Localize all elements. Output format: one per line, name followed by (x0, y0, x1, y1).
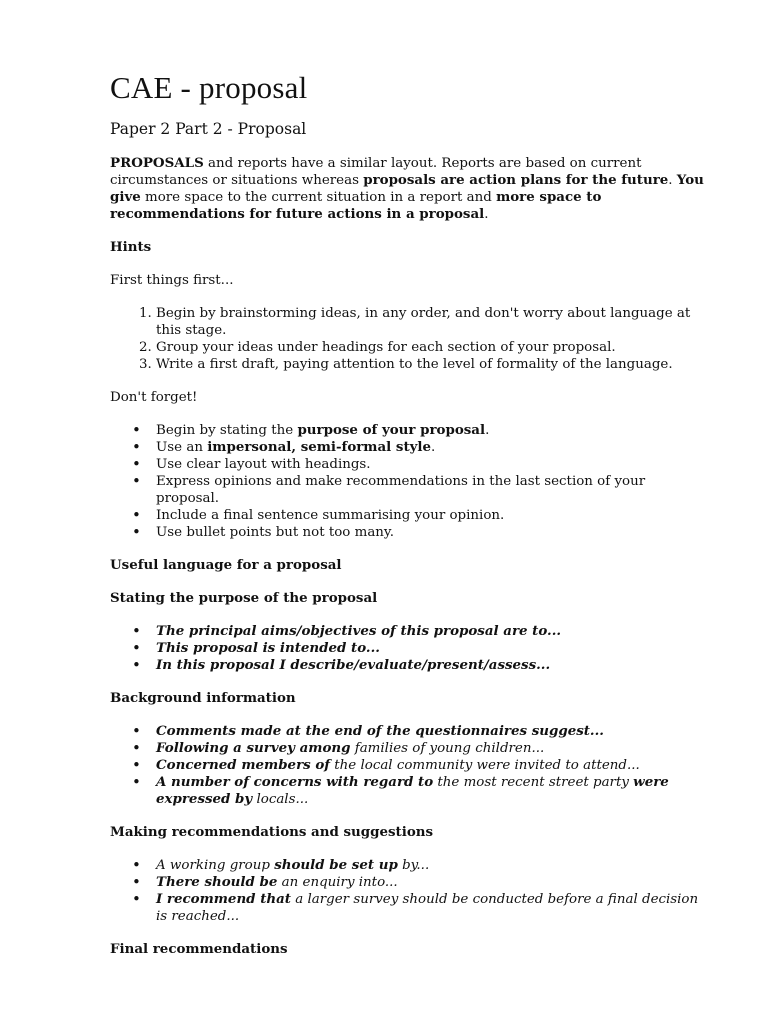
list-item-run: Following a survey among (156, 740, 351, 756)
document-title: CAE - proposal (110, 70, 308, 105)
list-item-run: . (485, 423, 490, 438)
list-item-run: an enquiry into... (277, 875, 398, 890)
list-item-run: by... (397, 858, 430, 873)
hints-heading: Hints (110, 239, 152, 255)
purpose-heading: Stating the purpose of the proposal (110, 590, 378, 606)
intro-run: and reports have a similar layout. Reports are based on current circumstances or situations whereas (110, 156, 642, 188)
dont-forget-text: Don't forget! (110, 390, 198, 405)
background-heading: Background information (110, 690, 296, 706)
steps-list (110, 305, 710, 373)
intro-run: You give (110, 172, 704, 205)
list-item-run: Concerned members of (156, 757, 331, 773)
purpose-phrases-list (110, 623, 710, 674)
final-recommendations-heading: Final recommendations (110, 941, 288, 957)
intro-run: more space to recommendations for future actions in a proposal (110, 189, 602, 222)
intro-run: PROPOSALS (110, 155, 204, 171)
list-item (156, 439, 710, 456)
list-item-run: The principal aims/objectives of this proposal are to... (156, 623, 562, 639)
list-item-run: families of young children... (350, 741, 545, 756)
list-item-run: This proposal is intended to... (156, 640, 380, 656)
list-item (156, 757, 710, 774)
list-item-run: In this proposal I describe/evaluate/present/assess... (156, 657, 551, 673)
list-item-run: Include a final sentence summarising your opinion. (156, 508, 505, 523)
list-item-run: Use an (156, 440, 208, 455)
list-item (156, 740, 710, 757)
list-item-run: were expressed by (156, 774, 669, 807)
list-item-run: the local community were invited to attend... (330, 758, 640, 773)
list-item (156, 524, 710, 541)
list-item-run: impersonal, semi-formal style (207, 439, 432, 455)
list-item-run: a larger survey should be conducted before a final decision is reached... (156, 892, 699, 924)
list-item (156, 874, 710, 891)
reminders-list (110, 422, 710, 541)
intro-run: . (668, 173, 677, 188)
list-item (156, 857, 710, 874)
list-item (156, 623, 710, 640)
list-item-run: A number of concerns with regard to (156, 774, 434, 790)
list-item (156, 640, 710, 657)
list-item-run: Use clear layout with headings. (156, 457, 371, 472)
intro-paragraph (110, 155, 710, 223)
first-things-text: First things first... (110, 273, 234, 288)
list-item: 2. Group your ideas under headings for each section of your proposal. (156, 339, 710, 356)
list-item-run: Express opinions and make recommendations in the last section of your proposal. (156, 474, 646, 506)
list-item-run: should be set up (274, 857, 398, 873)
list-item: 1. Begin by brainstorming ideas, in any order, and don't worry about language at this stage. (156, 305, 710, 339)
list-item-run: Use bullet points but not too many. (156, 525, 394, 540)
intro-run: more space to the current situation in a report and (140, 190, 497, 205)
list-item-run: purpose of your proposal (297, 422, 486, 438)
document-subtitle: Paper 2 Part 2 - Proposal (110, 120, 307, 138)
list-item-run: . (431, 440, 436, 455)
intro-run: proposals are action plans for the future (363, 172, 669, 188)
list-item (156, 422, 710, 439)
recommendation-phrases-list (110, 857, 710, 925)
list-item (156, 723, 710, 740)
list-item-run: I recommend that (156, 891, 291, 907)
list-item (156, 774, 710, 808)
list-item-run: the most recent street party (433, 775, 634, 790)
list-item (156, 456, 710, 473)
list-item (156, 891, 710, 925)
list-item (156, 507, 710, 524)
list-item-run: Comments made at the end of the questionnaires suggest... (156, 723, 604, 739)
intro-run: . (484, 207, 489, 222)
list-item-run: locals... (252, 792, 309, 807)
list-item (156, 657, 710, 674)
background-phrases-list (110, 723, 710, 808)
useful-language-heading: Useful language for a proposal (110, 557, 342, 573)
list-item-run: Begin by stating the (156, 423, 298, 438)
list-item-run: There should be (156, 874, 278, 890)
recommendations-heading: Making recommendations and suggestions (110, 824, 434, 840)
document-page (110, 70, 710, 974)
list-item-run: A working group (156, 858, 275, 873)
list-item: 3. Write a first draft, paying attention to the level of formality of the language. (156, 356, 710, 373)
list-item (156, 473, 710, 507)
